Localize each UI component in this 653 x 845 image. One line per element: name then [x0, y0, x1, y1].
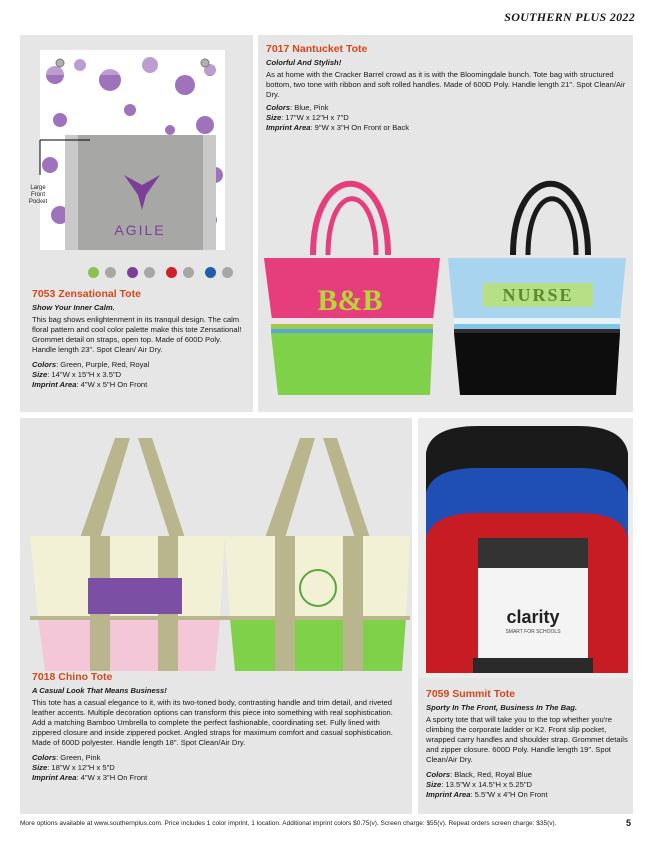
product-colors: Colors: Blue, Pink — [266, 103, 329, 112]
product-title: 7053 Zensational Tote — [32, 288, 141, 300]
color-swatches — [88, 265, 235, 283]
svg-text:AGILE: AGILE — [114, 222, 166, 238]
swatch-red[interactable] — [166, 267, 177, 278]
swatch-purple[interactable] — [127, 267, 138, 278]
product-size: Size: 17"W x 12"H x 7"D — [266, 113, 349, 122]
pocket-callout: Large Front Pocket — [28, 185, 48, 205]
product-tagline: A Casual Look That Means Business! — [32, 686, 167, 695]
product-tagline: Colorful And Stylish! — [266, 58, 342, 67]
product-colors: Colors: Green, Pink — [32, 753, 101, 762]
chino-tote-image — [20, 418, 412, 673]
product-size: Size: 14"W x 15"H x 3.5"D — [32, 370, 122, 379]
product-description: A sporty tote that will take you to the top whether you're climbing the corporate ladder or K2. Front slip pocket, wrapped carry handles and shoulder strap. Grommet details and zipper closure. 600D Poly. Handle length 19". Spot Clean/Air Dry. — [426, 715, 628, 764]
product-description: This bag shows enlightenment in its tranquil design. The calm floral pattern and cool color palette make this tote Zensational! Grommet detail on straps, open top. Made of 600D Poly. Handle length 23". Spot Clean/ Air Dry. — [32, 315, 242, 354]
product-imprint: Imprint Area: 4"W x 5"H On Front — [32, 380, 148, 389]
swatch-gray-4[interactable] — [222, 267, 233, 278]
product-imprint: Imprint Area: 5.5"W x 4"H On Front — [426, 790, 548, 799]
product-colors: Colors: Black, Red, Royal Blue — [426, 770, 532, 779]
summit-tote-image — [418, 418, 633, 678]
product-colors: Colors: Green, Purple, Red, Royal — [32, 360, 150, 369]
catalog-title: SOUTHERN PLUS 2022 — [504, 10, 635, 24]
product-tagline: Show Your Inner Calm. — [32, 303, 115, 312]
footer-note: More options available at www.southernplus.com. Price includes 1 color imprint, 1 location. Additional imprint colors $0.75(v). Screen charge: $55(v). Repeat orders screen charge: $35(v). — [20, 820, 557, 827]
clarity-logo: clarity — [506, 607, 560, 627]
product-panel-zensational — [20, 35, 253, 412]
product-panel-chino — [20, 418, 412, 814]
product-imprint: Imprint Area: 4"W x 3"H On Front — [32, 773, 148, 782]
product-title: 7018 Chino Tote — [32, 671, 113, 683]
product-tagline: Sporty In The Front, Business In The Bag. — [426, 703, 578, 712]
zensational-copy — [32, 288, 247, 390]
zensational-tote-image — [20, 35, 253, 260]
nurse-logo: NURSE — [502, 285, 574, 305]
product-size: Size: 13.5"W x 14.5"H x 5.25"D — [426, 780, 533, 789]
product-panel-summit — [418, 418, 633, 814]
summit-copy — [426, 688, 628, 800]
product-description: As at home with the Cracker Barrel crowd as it is with the Bloomingdale bunch. Tote bag with structured bottom, two tone with ribbon and soft rolled handles. Made of 600D Poly. Handle length 21". Spot Clean/Air Dry. — [266, 70, 626, 99]
product-panel-nantucket — [258, 35, 633, 412]
product-size: Size: 18"W x 12"H x 5"D — [32, 763, 115, 772]
swatch-gray[interactable] — [105, 267, 116, 278]
swatch-green[interactable] — [88, 267, 99, 278]
nantucket-copy — [266, 43, 626, 133]
product-imprint: Imprint Area: 9"W x 3"H On Front or Back — [266, 123, 410, 132]
page-number: 5 — [625, 818, 631, 828]
product-title: 7059 Summit Tote — [426, 688, 516, 700]
bsb-logo: B&B — [317, 284, 383, 317]
product-title: 7017 Nantucket Tote — [266, 43, 368, 55]
swatch-gray-2[interactable] — [144, 267, 155, 278]
clarity-logo-sub: SMART FOR SCHOOLS — [505, 629, 561, 635]
nantucket-tote-image — [258, 150, 633, 400]
chino-copy — [32, 671, 404, 783]
product-description: This tote has a casual elegance to it, with its two-toned body, contrasting handle and trim detail, and riveted leather accents. Multiple decoration options can transform this piece into something with real sophistication. Add a matching Bamboo Umbrella to complete the perfect fashionable, coordinating set. Fully lined with zippered closure and inside zippered pocket. Angled straps for maximum comfort and casual sophistication. Made of 600D polyester. Handle length 18". Spot Clean/Air Dry. — [32, 698, 393, 747]
swatch-gray-3[interactable] — [183, 267, 194, 278]
swatch-royal[interactable] — [205, 267, 216, 278]
